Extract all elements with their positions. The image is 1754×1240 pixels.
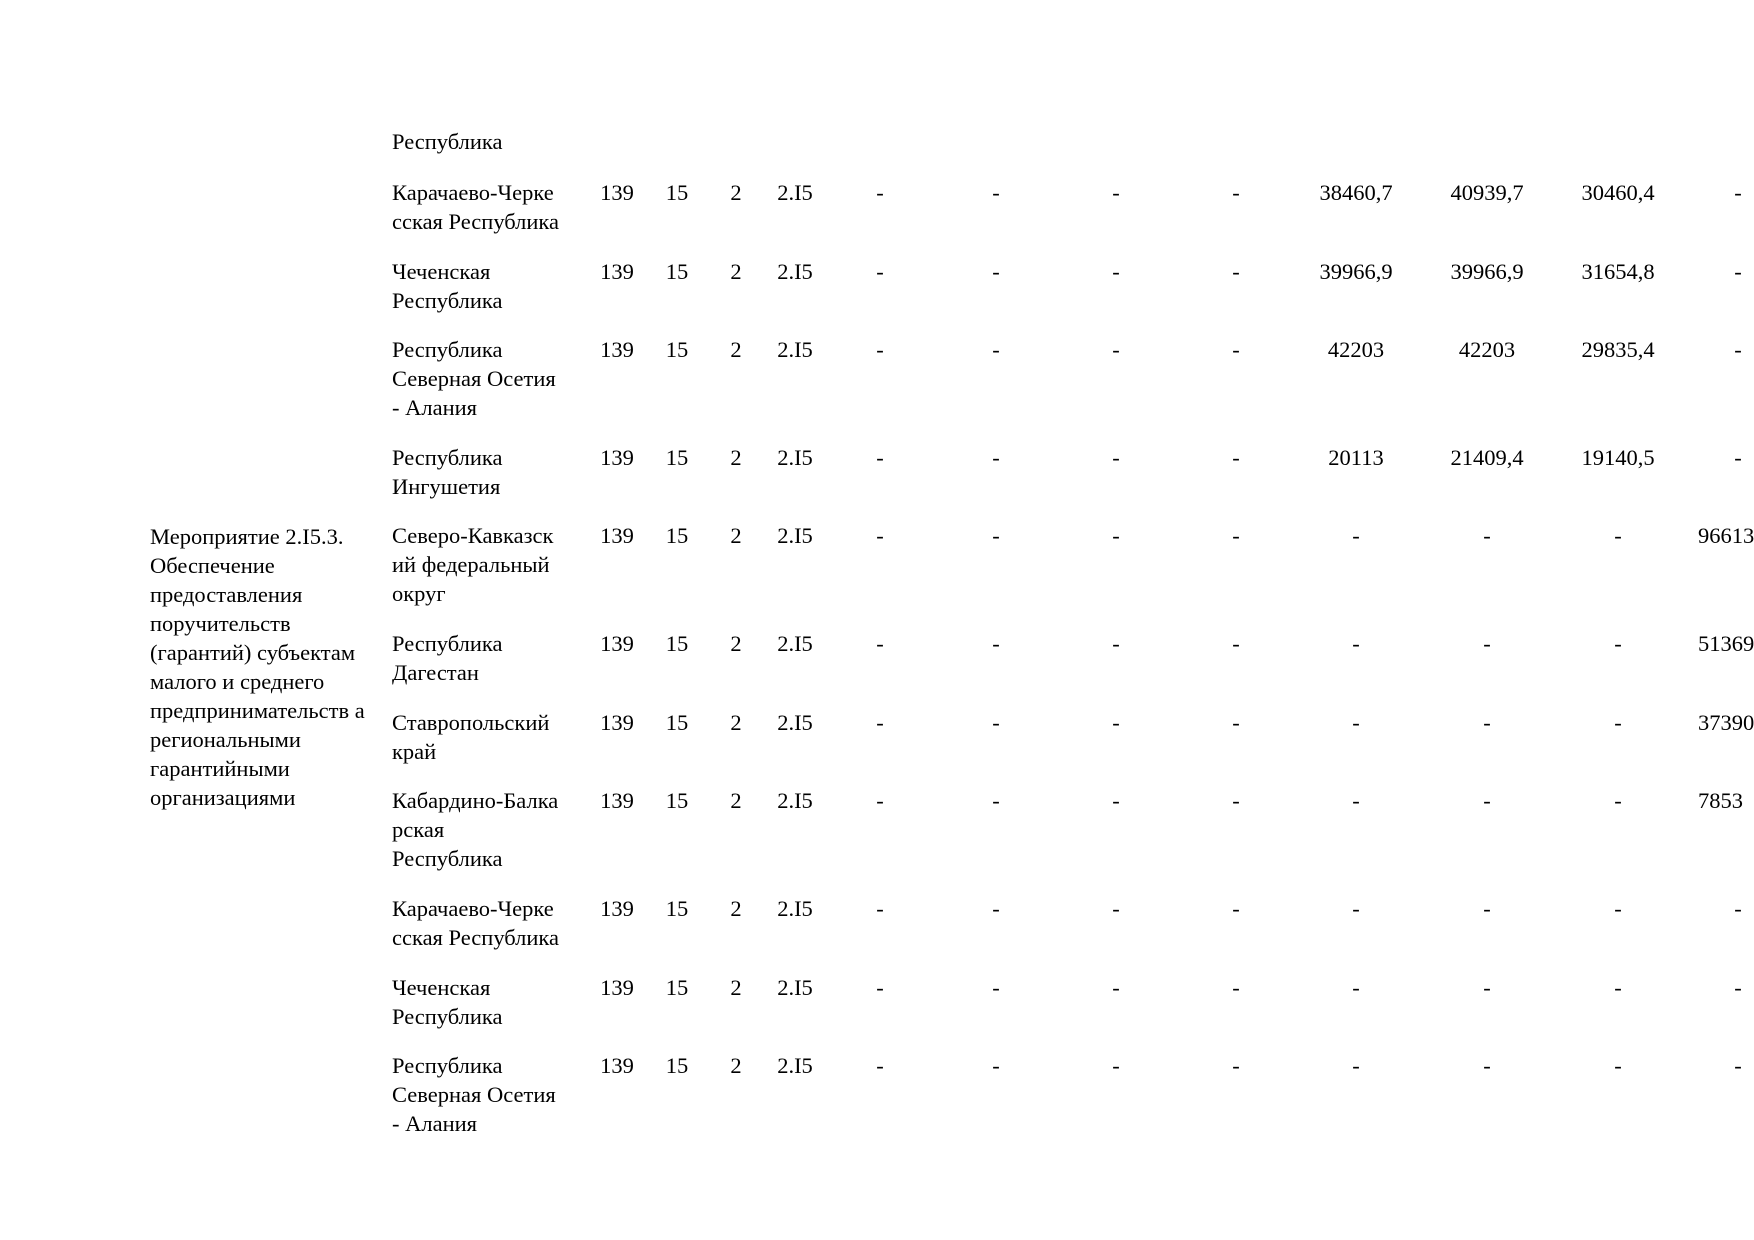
dash-cell-4: - xyxy=(1232,523,1240,548)
region-cell: Республика Северная Осетия - Алания xyxy=(392,337,556,420)
region-cell: Республика Дагестан xyxy=(392,631,503,685)
code-2i5-cell: 2.I5 xyxy=(777,710,813,735)
code-2i5-cell: 2.I5 xyxy=(777,259,813,284)
dash-cell-3: - xyxy=(1112,975,1120,1000)
dash-cell-4: - xyxy=(1232,337,1240,362)
dash-cell-4: - xyxy=(1232,180,1240,205)
code-139-cell: 139 xyxy=(600,975,634,1000)
dash-cell-1: - xyxy=(876,523,884,548)
region-cell: Ставропольский край xyxy=(392,710,550,764)
value-cell-4: 37390 xyxy=(1698,710,1754,735)
value-cell-1: - xyxy=(1352,896,1360,921)
value-cell-2: - xyxy=(1483,788,1491,813)
code-2-cell: 2 xyxy=(730,523,742,548)
code-2-cell: 2 xyxy=(730,896,742,921)
code-2-cell: 2 xyxy=(730,788,742,813)
dash-cell-1: - xyxy=(876,710,884,735)
dash-cell-3: - xyxy=(1112,445,1120,470)
value-cell-4: 7853 xyxy=(1698,788,1743,813)
value-cell-3: - xyxy=(1614,788,1622,813)
value-cell-2: - xyxy=(1483,710,1491,735)
code-139-cell: 139 xyxy=(600,445,634,470)
dash-cell-3: - xyxy=(1112,180,1120,205)
value-cell-4: 96613 xyxy=(1698,523,1754,548)
dash-cell-2: - xyxy=(992,1053,1000,1078)
value-cell-3: - xyxy=(1614,631,1622,656)
code-139-cell: 139 xyxy=(600,180,634,205)
dash-cell-4: - xyxy=(1232,788,1240,813)
dash-cell-2: - xyxy=(992,259,1000,284)
code-15-cell: 15 xyxy=(665,259,689,284)
code-2-cell: 2 xyxy=(730,710,742,735)
code-2i5-cell: 2.I5 xyxy=(777,896,813,921)
dash-cell-1: - xyxy=(876,975,884,1000)
value-cell-4: - xyxy=(1734,180,1742,205)
dash-cell-1: - xyxy=(876,788,884,813)
dash-cell-4: - xyxy=(1232,1053,1240,1078)
dash-cell-2: - xyxy=(992,788,1000,813)
code-139-cell: 139 xyxy=(600,1053,634,1078)
region-cell: Чеченская Республика xyxy=(392,259,503,313)
region-cell: Чеченская Республика xyxy=(392,975,503,1029)
region-header-fragment: Республика xyxy=(392,129,503,154)
value-cell-2: 21409,4 xyxy=(1450,445,1524,470)
code-2i5-cell: 2.I5 xyxy=(777,523,813,548)
dash-cell-2: - xyxy=(992,631,1000,656)
dash-cell-2: - xyxy=(992,710,1000,735)
code-2-cell: 2 xyxy=(730,445,742,470)
dash-cell-2: - xyxy=(992,896,1000,921)
code-139-cell: 139 xyxy=(600,710,634,735)
code-15-cell: 15 xyxy=(665,523,689,548)
value-cell-4: - xyxy=(1734,975,1742,1000)
code-139-cell: 139 xyxy=(600,788,634,813)
code-15-cell: 15 xyxy=(665,337,689,362)
dash-cell-4: - xyxy=(1232,631,1240,656)
code-2i5-cell: 2.I5 xyxy=(777,975,813,1000)
code-2i5-cell: 2.I5 xyxy=(777,180,813,205)
dash-cell-4: - xyxy=(1232,896,1240,921)
dash-cell-4: - xyxy=(1232,259,1240,284)
dash-cell-1: - xyxy=(876,180,884,205)
code-15-cell: 15 xyxy=(665,896,689,921)
value-cell-2: 40939,7 xyxy=(1450,180,1524,205)
code-2-cell: 2 xyxy=(730,975,742,1000)
code-2-cell: 2 xyxy=(730,180,742,205)
dash-cell-3: - xyxy=(1112,710,1120,735)
value-cell-1: - xyxy=(1352,631,1360,656)
region-cell: Кабардино-Балка рская Республика xyxy=(392,788,559,871)
value-cell-3: - xyxy=(1614,975,1622,1000)
value-cell-1: 38460,7 xyxy=(1319,180,1393,205)
dash-cell-1: - xyxy=(876,896,884,921)
code-2i5-cell: 2.I5 xyxy=(777,1053,813,1078)
code-15-cell: 15 xyxy=(665,710,689,735)
dash-cell-4: - xyxy=(1232,710,1240,735)
region-cell: Республика Северная Осетия - Алания xyxy=(392,1053,556,1136)
code-2i5-cell: 2.I5 xyxy=(777,337,813,362)
dash-cell-2: - xyxy=(992,337,1000,362)
dash-cell-2: - xyxy=(992,445,1000,470)
value-cell-4: 51369 xyxy=(1698,631,1754,656)
code-2i5-cell: 2.I5 xyxy=(777,445,813,470)
dash-cell-3: - xyxy=(1112,259,1120,284)
value-cell-1: - xyxy=(1352,710,1360,735)
value-cell-1: - xyxy=(1352,1053,1360,1078)
code-2-cell: 2 xyxy=(730,631,742,656)
value-cell-1: 42203 xyxy=(1327,337,1385,362)
value-cell-2: - xyxy=(1483,631,1491,656)
dash-cell-1: - xyxy=(876,337,884,362)
dash-cell-3: - xyxy=(1112,523,1120,548)
value-cell-4: - xyxy=(1734,1053,1742,1078)
dash-cell-3: - xyxy=(1112,1053,1120,1078)
dash-cell-3: - xyxy=(1112,896,1120,921)
dash-cell-3: - xyxy=(1112,631,1120,656)
dash-cell-4: - xyxy=(1232,975,1240,1000)
value-cell-1: - xyxy=(1352,788,1360,813)
code-2-cell: 2 xyxy=(730,259,742,284)
value-cell-1: - xyxy=(1352,523,1360,548)
code-15-cell: 15 xyxy=(665,788,689,813)
value-cell-2: - xyxy=(1483,975,1491,1000)
value-cell-2: - xyxy=(1483,523,1491,548)
value-cell-4: - xyxy=(1734,896,1742,921)
code-2-cell: 2 xyxy=(730,1053,742,1078)
value-cell-3: - xyxy=(1614,896,1622,921)
value-cell-4: - xyxy=(1734,337,1742,362)
value-cell-1: 20113 xyxy=(1328,445,1384,470)
value-cell-3: - xyxy=(1614,1053,1622,1078)
code-15-cell: 15 xyxy=(665,975,689,1000)
region-cell: Республика Ингушетия xyxy=(392,445,503,499)
dash-cell-3: - xyxy=(1112,337,1120,362)
value-cell-3: 19140,5 xyxy=(1581,445,1655,470)
value-cell-2: 42203 xyxy=(1458,337,1516,362)
code-15-cell: 15 xyxy=(665,180,689,205)
value-cell-3: 31654,8 xyxy=(1581,259,1655,284)
code-139-cell: 139 xyxy=(600,259,634,284)
value-cell-3: - xyxy=(1614,710,1622,735)
dash-cell-4: - xyxy=(1232,445,1240,470)
code-2i5-cell: 2.I5 xyxy=(777,788,813,813)
value-cell-3: 30460,4 xyxy=(1581,180,1655,205)
dash-cell-1: - xyxy=(876,1053,884,1078)
value-cell-2: 39966,9 xyxy=(1450,259,1524,284)
region-cell: Северо-Кавказск ий федеральный округ xyxy=(392,523,554,606)
dash-cell-2: - xyxy=(992,975,1000,1000)
code-139-cell: 139 xyxy=(600,896,634,921)
code-139-cell: 139 xyxy=(600,523,634,548)
code-15-cell: 15 xyxy=(665,631,689,656)
dash-cell-1: - xyxy=(876,259,884,284)
dash-cell-2: - xyxy=(992,180,1000,205)
dash-cell-1: - xyxy=(876,631,884,656)
dash-cell-1: - xyxy=(876,445,884,470)
code-15-cell: 15 xyxy=(665,1053,689,1078)
code-139-cell: 139 xyxy=(600,337,634,362)
value-cell-1: 39966,9 xyxy=(1319,259,1393,284)
value-cell-2: - xyxy=(1483,1053,1491,1078)
region-cell: Карачаево-Черке сская Республика xyxy=(392,896,560,950)
value-cell-4: - xyxy=(1734,445,1742,470)
code-15-cell: 15 xyxy=(665,445,689,470)
region-cell: Карачаево-Черке сская Республика xyxy=(392,180,560,234)
measure-description: Мероприятие 2.I5.3. Обеспечение предоставления поручительств (гарантий) субъектам малого и среднего предпринимательств а региональными гарантийными организациями xyxy=(150,524,365,810)
code-139-cell: 139 xyxy=(600,631,634,656)
value-cell-2: - xyxy=(1483,896,1491,921)
code-2i5-cell: 2.I5 xyxy=(777,631,813,656)
value-cell-1: - xyxy=(1352,975,1360,1000)
value-cell-4: - xyxy=(1734,259,1742,284)
dash-cell-2: - xyxy=(992,523,1000,548)
code-2-cell: 2 xyxy=(730,337,742,362)
value-cell-3: 29835,4 xyxy=(1581,337,1655,362)
value-cell-3: - xyxy=(1614,523,1622,548)
dash-cell-3: - xyxy=(1112,788,1120,813)
